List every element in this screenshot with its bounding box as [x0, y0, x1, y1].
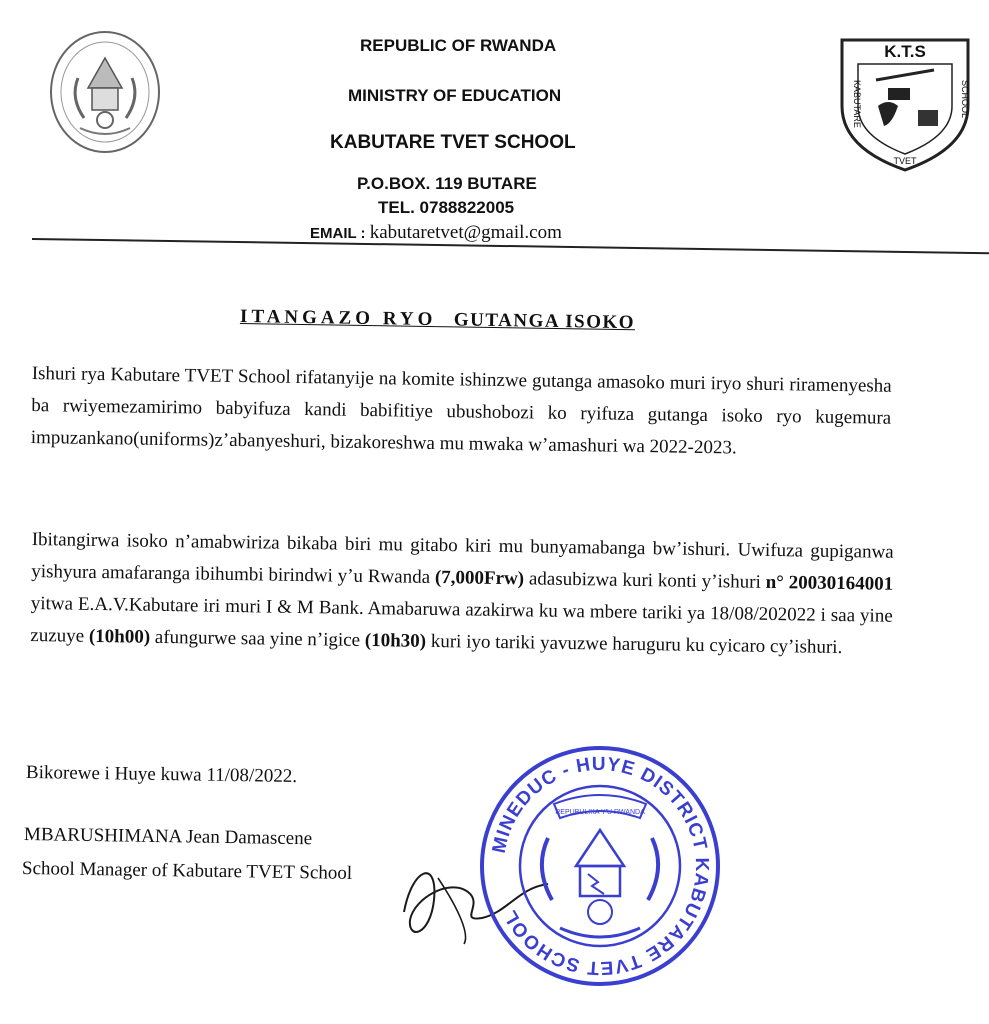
signatory-name: MBARUSHIMANA Jean Damascene [23, 824, 313, 850]
email-label: EMAIL : [310, 225, 370, 242]
p2-text-e: kuri iyo tariki yavuzwe haruguru ku cyicaro cy’ishuri. [425, 630, 843, 659]
kts-right-text: SCHOOL [960, 80, 970, 119]
p2-text-a: Ibitangirwa isoko n’amabwiriza bikaba biri mu gitabo kiri mu bunyamabanga bw’ishuri. Uwifuza gupiganwa yishyura amafaranga ibihumbi birindwi y’u Rwanda [31, 528, 894, 588]
header-ministry: MINISTRY OF EDUCATION [348, 86, 562, 105]
account-number: n° 20030164001 [765, 571, 894, 595]
title-part2: GUTANGA ISOKO [453, 309, 636, 334]
email-value: kabutaretvet@gmail.com [369, 222, 562, 243]
title-part1: ITANGAZO RYO [239, 306, 437, 331]
done-at-line: Bikorewe i Huye kuwa 11/08/2022. [25, 762, 298, 788]
opening-time: (10h30) [364, 629, 427, 652]
p2-text-c: yitwa E.A.V.Kabutare iri muri I & M Bank. Amabaruwa azakirwa ku wa mbere tariki ya 18/08/202022 i saa yine zuzuye [30, 592, 893, 647]
stamp-inner-text: REPUBULIKA Y'U RWANDA [555, 809, 645, 816]
official-stamp [478, 742, 722, 990]
tender-fee-amount: (7,000Frw) [434, 566, 525, 590]
kts-bottom-text: TVET [893, 156, 917, 166]
kts-logo [838, 36, 972, 174]
header-republic: REPUBLIC OF RWANDA [360, 36, 557, 55]
stamp-ring-text: MINEDUC - HUYE DISTRICT KABUTARE TVET SCHOOL [488, 753, 713, 979]
kts-left-text: KABUTARE [852, 80, 862, 128]
header-email [310, 222, 562, 244]
announcement-title [240, 306, 635, 334]
header-tel: TEL. 0788822005 [378, 198, 515, 217]
paragraph-1-text: Ishuri rya Kabutare TVET School rifatanyije na komite ishinzwe gutanga amasoko muri iryo shuri riramenyesha ba rwiyemezamirimo babyifuza kandi babifitiye ubushobozi ko ryifuza gutanga isoko ryo kugemura impuzankano(uniforms)z’abanyeshuri, bizakoreshwa mu mwaka w’amashuri wa 2022-2023. [30, 362, 892, 459]
signatory-title: School Manager of Kabutare TVET School [21, 858, 353, 884]
kts-top-text: K.T.S [884, 42, 926, 61]
body-paragraph-2 [30, 524, 894, 665]
coat-of-arms-logo [48, 28, 162, 156]
p2-text-b: adasubizwa kuri konti y’ishuri [523, 568, 766, 593]
header-school-name: KABUTARE TVET SCHOOL [330, 132, 576, 153]
submission-time: (10h00) [88, 625, 151, 648]
header-pobox: P.O.BOX. 119 BUTARE [357, 174, 537, 193]
p2-text-d: afungurwe saa yine n’igice [149, 626, 365, 651]
body-paragraph-1 [31, 358, 892, 467]
